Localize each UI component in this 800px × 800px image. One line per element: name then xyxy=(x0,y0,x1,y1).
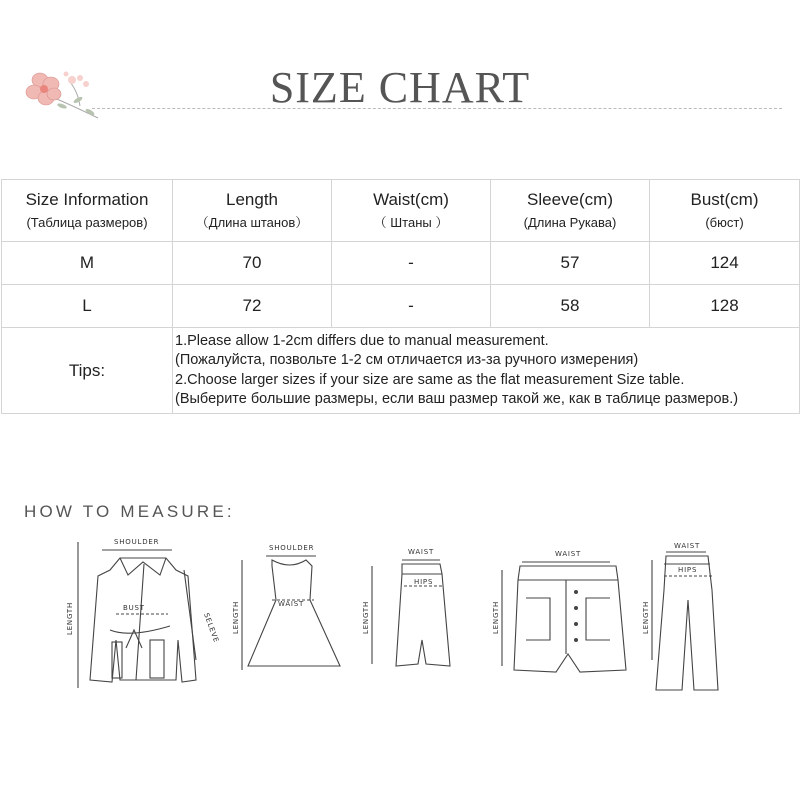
tip-line: 1.Please allow 1-2cm differs due to manual measurement. xyxy=(175,332,549,349)
waist-cell: - xyxy=(332,242,491,285)
jacket-diagram-icon xyxy=(66,538,220,688)
tip-line: (Пожалуйста, позвольте 1-2 см отличается из-за ручного измерения) xyxy=(175,352,639,368)
waist-label: WAIST xyxy=(278,600,305,608)
tips-text xyxy=(173,328,800,414)
length-label: LENGTH xyxy=(492,600,500,634)
tips-label: Tips: xyxy=(2,328,173,414)
bust-cell: 128 xyxy=(650,285,800,328)
waist-label: WAIST xyxy=(408,548,435,556)
waist-label: WAIST xyxy=(674,542,701,550)
tip-line: 2.Choose larger sizes if your size are same as the flat measurement Size table. xyxy=(175,371,685,388)
waist-cell: - xyxy=(332,285,491,328)
column-header: Size Information (Таблица размеров) xyxy=(2,180,173,242)
bust-cell: 124 xyxy=(650,242,800,285)
sleeve-label: SELEVE xyxy=(202,611,221,645)
length-label: LENGTH xyxy=(232,600,240,634)
length-cell: 70 xyxy=(173,242,332,285)
sleeve-cell: 58 xyxy=(491,285,650,328)
waist-label: WAIST xyxy=(555,550,582,558)
length-label: LENGTH xyxy=(642,600,650,634)
table-header-row xyxy=(2,180,800,242)
hips-label: HIPS xyxy=(678,566,698,574)
column-header: Sleeve(cm) (Длина Рукава) xyxy=(491,180,650,242)
page-title: SIZE CHART xyxy=(269,63,531,112)
pants-diagram-icon xyxy=(642,542,718,690)
hips-label: HIPS xyxy=(414,578,434,586)
measurement-diagrams xyxy=(0,530,800,730)
shoulder-label: SHOULDER xyxy=(269,544,315,552)
column-header: Length （Длина штанов） xyxy=(173,180,332,242)
column-header: Bust(cm) (бюст) xyxy=(650,180,800,242)
length-cell: 72 xyxy=(173,285,332,328)
shorts-diagram-icon xyxy=(492,550,626,672)
column-header: Waist(cm) （ Штаны ） xyxy=(332,180,491,242)
skirt-diagram-icon xyxy=(362,548,450,666)
size-cell: L xyxy=(2,285,173,328)
how-to-measure-title: HOW TO MEASURE: xyxy=(24,502,235,521)
title-divider xyxy=(92,108,782,109)
size-cell: M xyxy=(2,242,173,285)
size-table xyxy=(1,179,800,414)
length-label: LENGTH xyxy=(66,601,74,635)
tip-line: (Выберите большие размеры, если ваш размер такой же, как в таблице размеров.) xyxy=(175,391,739,407)
shoulder-label: SHOULDER xyxy=(114,538,160,546)
table-row xyxy=(2,242,800,285)
table-row xyxy=(2,285,800,328)
length-label: LENGTH xyxy=(362,600,370,634)
sleeve-cell: 57 xyxy=(491,242,650,285)
header xyxy=(0,0,800,130)
dress-diagram-icon xyxy=(232,544,340,670)
tips-row xyxy=(2,328,800,414)
bust-label: BUST xyxy=(123,604,145,612)
